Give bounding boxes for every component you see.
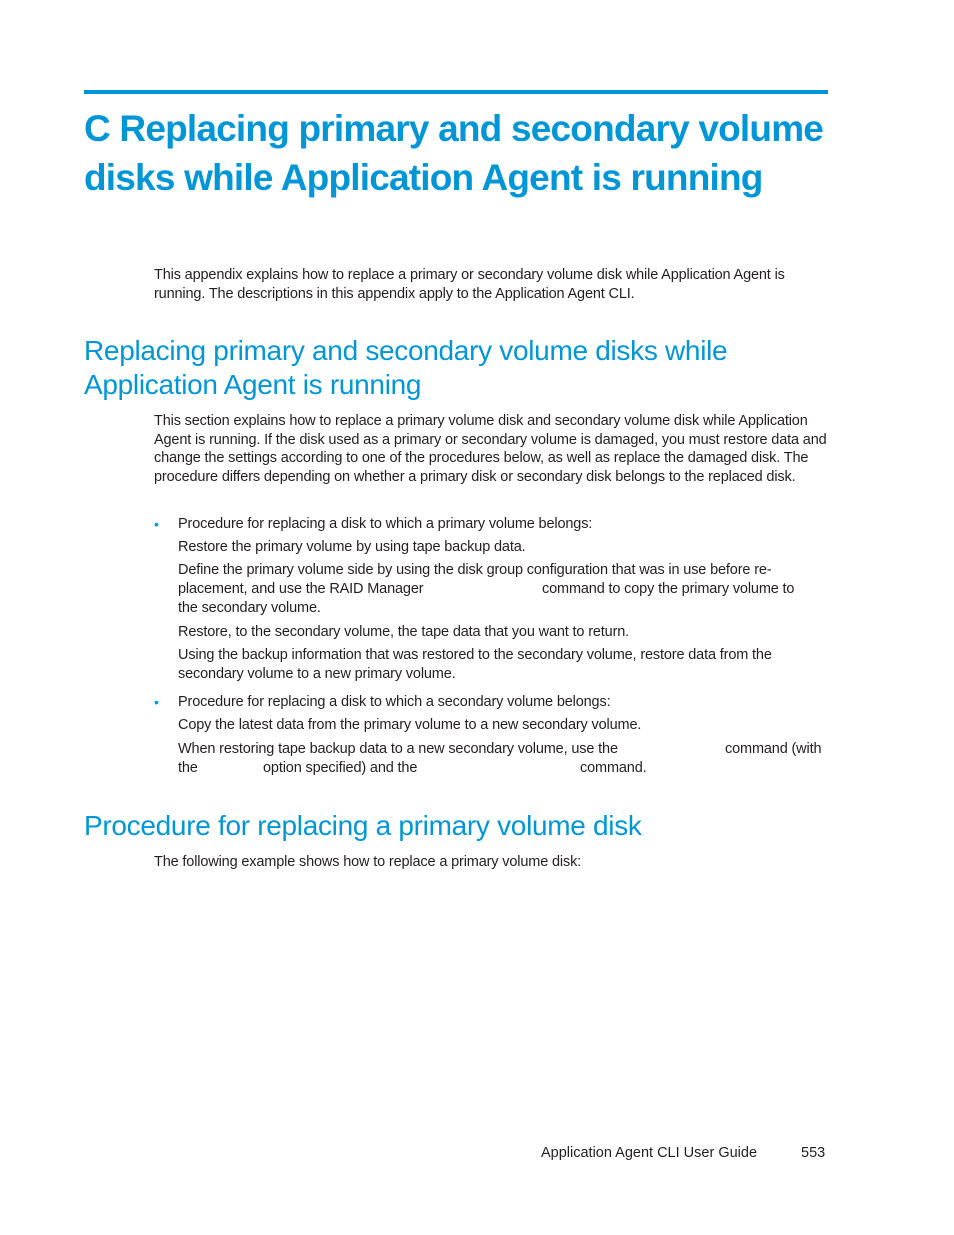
primary-step-4-line-2: secondary volume to a new primary volume.: [178, 666, 456, 682]
section-heading-replacing: Replacing primary and secondary volume disks while Application Agent is running: [84, 335, 728, 400]
primary-step-3: Restore, to the secondary volume, the tape data that you want to return.: [178, 624, 630, 640]
secondary-step-1: Copy the latest data from the primary volume to a new secondary volume.: [178, 717, 642, 733]
primary-step-2-line-3: the secondary volume.: [178, 600, 321, 616]
bullet-primary-title: Procedure for replacing a disk to which a primary volume belongs:: [178, 516, 593, 532]
footer-page-number: 553: [801, 1145, 826, 1161]
chapter-rule: [84, 90, 828, 94]
primary-step-4-line-1: Using the backup information that was restored to the secondary volume, restore data from the: [178, 647, 772, 663]
secondary-step-2-line-2a: the: [178, 760, 198, 776]
section-body-replacing: This section explains how to replace a primary volume disk and secondary volume disk while Application Agent is running. If the disk used as a primary or secondary volume is damaged, you must restore data and change the settings according to one of the procedures below, as well as replace the damaged disk. The procedure differs depending on whether a primary disk or secondary disk belongs to the replaced disk.: [154, 413, 827, 485]
section-heading-procedure: Procedure for replacing a primary volume disk: [84, 810, 642, 841]
primary-step-2-line-2b: command to copy the primary volume to: [542, 581, 795, 597]
primary-step-2-line-2a: placement, and use the RAID Manager: [178, 581, 424, 597]
chapter-title: C Replacing primary and secondary volume disks while Application Agent is running: [84, 108, 824, 198]
section-body-procedure: The following example shows how to replace a primary volume disk:: [154, 854, 582, 870]
secondary-step-2-line-1b: command (with: [725, 741, 822, 757]
chapter-intro: This appendix explains how to replace a primary or secondary volume disk while Application Agent is running. The descriptions in this appendix apply to the Application Agent CLI.: [154, 267, 785, 302]
secondary-step-2-line-2c: command.: [580, 760, 647, 776]
primary-step-1: Restore the primary volume by using tape backup data.: [178, 539, 526, 555]
secondary-step-2-line-1a: When restoring tape backup data to a new secondary volume, use the: [178, 741, 618, 757]
bullet-marker: •: [154, 516, 159, 532]
footer-guide-title: Application Agent CLI User Guide: [541, 1145, 758, 1161]
bullet-secondary-title: Procedure for replacing a disk to which a secondary volume belongs:: [178, 694, 611, 710]
secondary-step-2-line-2b: option specified) and the: [263, 760, 418, 776]
primary-step-2-line-1: Define the primary volume side by using the disk group configuration that was in use before re-: [178, 562, 772, 578]
bullet-marker: •: [154, 694, 159, 710]
